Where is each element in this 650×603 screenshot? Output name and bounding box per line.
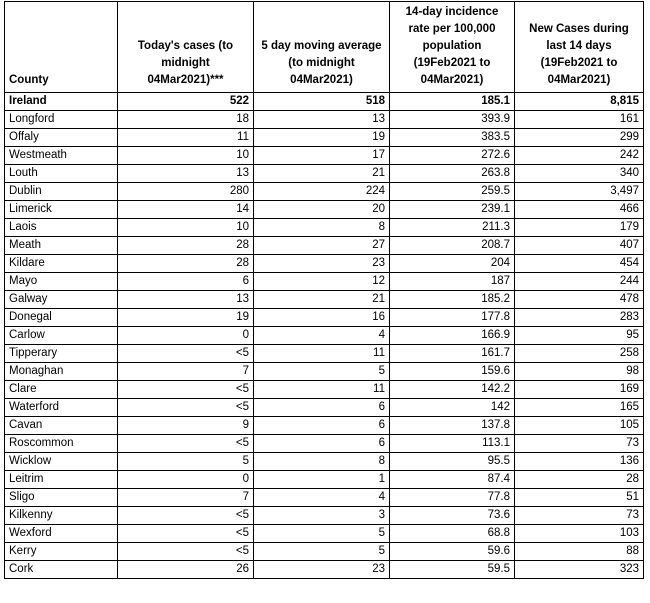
todays-cases-cell: <5 [118,543,254,561]
todays-cases-cell: 7 [118,363,254,381]
new-cases-cell: 105 [515,417,644,435]
5-day-average-cell: 6 [254,399,390,417]
todays-cases-cell: 28 [118,255,254,273]
14-day-incidence-cell: 59.5 [390,561,515,579]
table-row [5,183,644,201]
new-cases-cell: 3,497 [515,183,644,201]
14-day-incidence-cell: 393.9 [390,111,515,129]
column-header-14-day-incidence: 14-day incidence rate per 100,000 population (19Feb2021 to 04Mar2021) [390,2,515,93]
county-cell: Wexford [5,525,118,543]
header-row [5,2,644,93]
todays-cases-cell: 6 [118,273,254,291]
county-cell: Monaghan [5,363,118,381]
5-day-average-cell: 5 [254,525,390,543]
14-day-incidence-cell: 159.6 [390,363,515,381]
table-row [5,489,644,507]
5-day-average-cell: 4 [254,327,390,345]
new-cases-cell: 244 [515,273,644,291]
5-day-average-cell: 21 [254,165,390,183]
county-cell: Clare [5,381,118,399]
new-cases-cell: 88 [515,543,644,561]
todays-cases-cell: 7 [118,489,254,507]
county-cases-table [4,1,644,579]
5-day-average-cell: 224 [254,183,390,201]
14-day-incidence-cell: 185.2 [390,291,515,309]
county-cell: Kildare [5,255,118,273]
new-cases-cell: 454 [515,255,644,273]
5-day-average-cell: 20 [254,201,390,219]
14-day-incidence-cell: 204 [390,255,515,273]
5-day-average-cell: 19 [254,129,390,147]
5-day-average-cell: 23 [254,255,390,273]
new-cases-cell: 323 [515,561,644,579]
14-day-incidence-cell: 73.6 [390,507,515,525]
14-day-incidence-cell: 239.1 [390,201,515,219]
table-row [5,417,644,435]
total-county-cell: Ireland [5,93,118,111]
county-cell: Sligo [5,489,118,507]
14-day-incidence-cell: 137.8 [390,417,515,435]
table-row [5,507,644,525]
table-row [5,165,644,183]
county-cell: Galway [5,291,118,309]
5-day-average-cell: 5 [254,363,390,381]
column-header-todays-cases: Today's cases (to midnight 04Mar2021)*** [118,2,254,93]
county-cell: Cork [5,561,118,579]
new-cases-cell: 242 [515,147,644,165]
5-day-average-cell: 11 [254,345,390,363]
table-row [5,399,644,417]
total-row [5,93,644,111]
county-cell: Meath [5,237,118,255]
new-cases-cell: 258 [515,345,644,363]
todays-cases-cell: <5 [118,345,254,363]
table-row [5,111,644,129]
todays-cases-cell: 13 [118,291,254,309]
table-row [5,453,644,471]
14-day-incidence-cell: 177.8 [390,309,515,327]
new-cases-cell: 136 [515,453,644,471]
new-cases-cell: 478 [515,291,644,309]
new-cases-cell: 179 [515,219,644,237]
new-cases-cell: 73 [515,435,644,453]
new-cases-cell: 283 [515,309,644,327]
todays-cases-cell: 5 [118,453,254,471]
5-day-average-cell: 5 [254,543,390,561]
table-row [5,147,644,165]
new-cases-cell: 51 [515,489,644,507]
table-row [5,309,644,327]
5-day-average-cell: 6 [254,417,390,435]
county-cell: Roscommon [5,435,118,453]
todays-cases-cell: 10 [118,147,254,165]
county-cell: Carlow [5,327,118,345]
table-row [5,327,644,345]
table-row [5,561,644,579]
todays-cases-cell: 19 [118,309,254,327]
table-body [5,93,644,579]
5-day-average-cell: 6 [254,435,390,453]
5-day-average-cell: 8 [254,453,390,471]
14-day-incidence-cell: 383.5 [390,129,515,147]
new-cases-cell: 299 [515,129,644,147]
5-day-average-cell: 17 [254,147,390,165]
table-row [5,273,644,291]
county-cell: Donegal [5,309,118,327]
5-day-average-cell: 13 [254,111,390,129]
5-day-average-cell: 11 [254,381,390,399]
todays-cases-cell: 0 [118,471,254,489]
todays-cases-cell: 14 [118,201,254,219]
table-row [5,363,644,381]
total-todays-cases-cell: 522 [118,93,254,111]
todays-cases-cell: <5 [118,435,254,453]
new-cases-cell: 169 [515,381,644,399]
todays-cases-cell: <5 [118,399,254,417]
total-14-day-incidence-cell: 185.1 [390,93,515,111]
table-row [5,255,644,273]
todays-cases-cell: 280 [118,183,254,201]
14-day-incidence-cell: 95.5 [390,453,515,471]
county-cell: Longford [5,111,118,129]
county-cell: Waterford [5,399,118,417]
5-day-average-cell: 16 [254,309,390,327]
14-day-incidence-cell: 68.8 [390,525,515,543]
new-cases-cell: 98 [515,363,644,381]
new-cases-cell: 95 [515,327,644,345]
table-row [5,345,644,363]
5-day-average-cell: 4 [254,489,390,507]
county-cell: Laois [5,219,118,237]
todays-cases-cell: 9 [118,417,254,435]
table-row [5,543,644,561]
table-row [5,201,644,219]
14-day-incidence-cell: 166.9 [390,327,515,345]
table-row [5,129,644,147]
5-day-average-cell: 3 [254,507,390,525]
14-day-incidence-cell: 187 [390,273,515,291]
14-day-incidence-cell: 77.8 [390,489,515,507]
new-cases-cell: 466 [515,201,644,219]
todays-cases-cell: 10 [118,219,254,237]
todays-cases-cell: <5 [118,507,254,525]
todays-cases-cell: 11 [118,129,254,147]
table-header [5,2,644,93]
new-cases-cell: 28 [515,471,644,489]
todays-cases-cell: 28 [118,237,254,255]
14-day-incidence-cell: 161.7 [390,345,515,363]
14-day-incidence-cell: 142.2 [390,381,515,399]
table-row [5,219,644,237]
county-cell: Leitrim [5,471,118,489]
new-cases-cell: 73 [515,507,644,525]
county-cell: Westmeath [5,147,118,165]
column-header-5-day-average: 5 day moving average (to midnight 04Mar2021) [254,2,390,93]
5-day-average-cell: 8 [254,219,390,237]
5-day-average-cell: 12 [254,273,390,291]
todays-cases-cell: 26 [118,561,254,579]
14-day-incidence-cell: 263.8 [390,165,515,183]
county-cell: Limerick [5,201,118,219]
county-cases-table-container [4,1,644,579]
table-row [5,237,644,255]
total-5-day-average-cell: 518 [254,93,390,111]
county-cell: Louth [5,165,118,183]
column-header-new-cases-14-days: New Cases during last 14 days (19Feb2021 to 04Mar2021) [515,2,644,93]
14-day-incidence-cell: 142 [390,399,515,417]
new-cases-cell: 103 [515,525,644,543]
county-cell: Offaly [5,129,118,147]
todays-cases-cell: 18 [118,111,254,129]
county-cell: Mayo [5,273,118,291]
14-day-incidence-cell: 259.5 [390,183,515,201]
column-header-county: County [5,2,118,93]
14-day-incidence-cell: 208.7 [390,237,515,255]
county-cell: Kerry [5,543,118,561]
14-day-incidence-cell: 59.6 [390,543,515,561]
county-cell: Tipperary [5,345,118,363]
5-day-average-cell: 23 [254,561,390,579]
5-day-average-cell: 1 [254,471,390,489]
table-row [5,381,644,399]
14-day-incidence-cell: 211.3 [390,219,515,237]
county-cell: Dublin [5,183,118,201]
todays-cases-cell: <5 [118,381,254,399]
county-cell: Wicklow [5,453,118,471]
total-new-cases-cell: 8,815 [515,93,644,111]
table-row [5,525,644,543]
table-row [5,435,644,453]
table-row [5,291,644,309]
14-day-incidence-cell: 272.6 [390,147,515,165]
todays-cases-cell: 13 [118,165,254,183]
14-day-incidence-cell: 87.4 [390,471,515,489]
todays-cases-cell: 0 [118,327,254,345]
new-cases-cell: 161 [515,111,644,129]
table-row [5,471,644,489]
new-cases-cell: 407 [515,237,644,255]
county-cell: Cavan [5,417,118,435]
new-cases-cell: 340 [515,165,644,183]
14-day-incidence-cell: 113.1 [390,435,515,453]
5-day-average-cell: 21 [254,291,390,309]
todays-cases-cell: <5 [118,525,254,543]
new-cases-cell: 165 [515,399,644,417]
5-day-average-cell: 27 [254,237,390,255]
county-cell: Kilkenny [5,507,118,525]
